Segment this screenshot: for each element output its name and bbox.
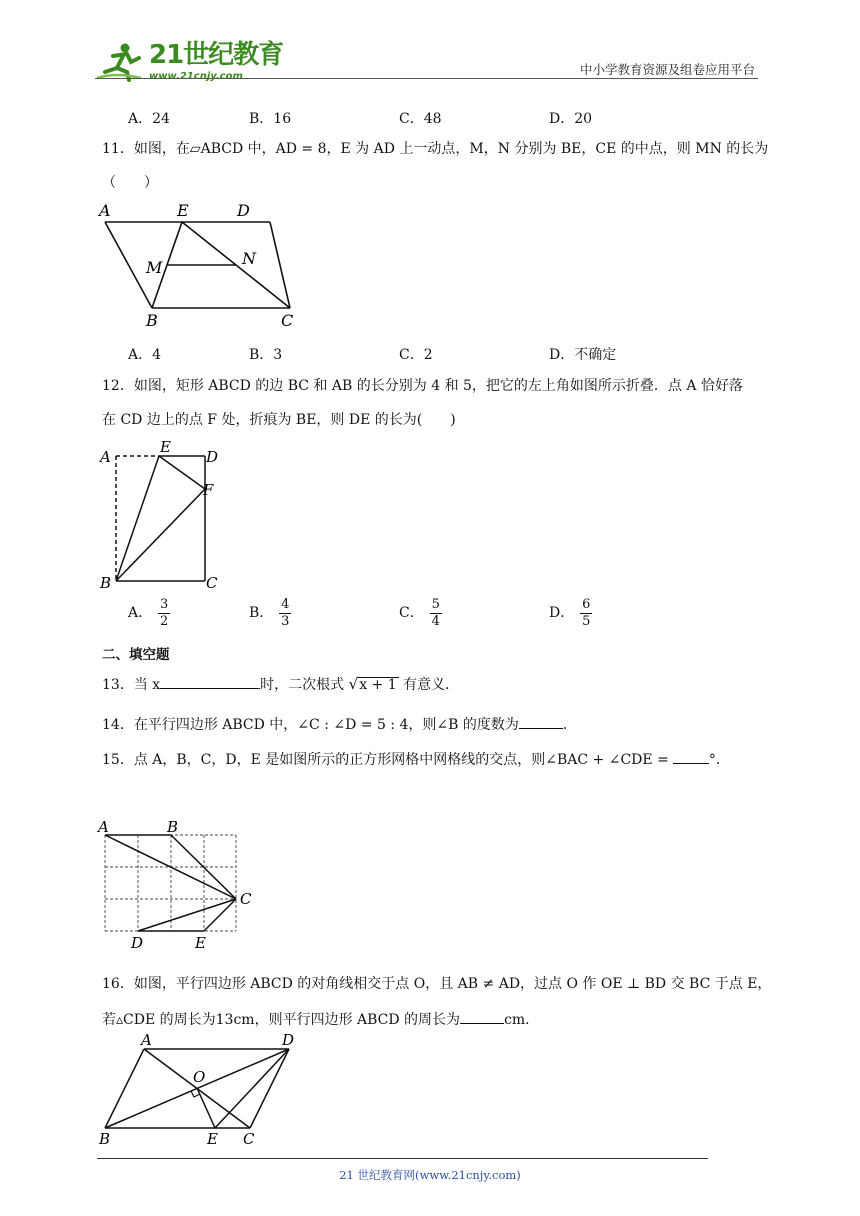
q11-figure [95,198,310,333]
q12-question-line1: 12．如图，矩形 ABCD 的边 BC 和 AB 的长分别为 4 和 5，把它的左上角如图所示折叠．点 A 恰好落 [102,378,743,394]
runner-logo-icon [95,42,145,82]
q14-question: 14．在平行四边形 ABCD 中，∠C : ∠D = 5 : 4，则∠B 的度数为 ． [102,717,577,733]
q12-b-numerator: 4 [281,597,290,612]
q11-label-n: N [242,249,256,268]
q11-label-m: M [146,258,163,277]
q12-label-e: E [160,440,171,456]
q12-d-numerator: 6 [582,597,591,612]
q11-label-a: A [99,201,111,220]
q16-label-d: D [282,1031,295,1049]
q16-label-o: O [193,1068,206,1086]
q16-label-e: E [207,1130,218,1148]
q13-answer-blank[interactable] [160,676,260,689]
q12-c-denominator: 4 [431,613,440,629]
logo-text: 21世纪教育 [149,40,284,70]
q15-label-b: B [167,818,179,836]
q12-option-d: D． $\frac{6}{5}$ [549,597,591,629]
q11-option-c: C．2 [399,347,433,363]
q13-radicand: x + 1 [359,677,397,693]
q12-d-denominator: 5 [582,613,591,629]
q11-bracket: （ ） [102,175,158,191]
footer-divider [97,1158,708,1159]
q14-answer-blank[interactable] [519,716,563,729]
q11-option-d: D．不确定 [549,347,617,363]
q12-question-line2: 在 CD 边上的点 F 处，折痕为 BE，则 DE 的长为( ) [102,412,456,428]
q15-label-a: A [98,818,109,836]
q10-option-b: B．16 [249,111,292,127]
q11-label-d: D [237,201,250,220]
q11-question: 11．如图，在▱ABCD 中，AD = 8，E 为 AD 上一动点，M，N 分别为 BE，CE 的中点，则 MN 的长为 [102,141,769,157]
q12-label-b: B [100,574,112,592]
q12-a-denominator: 2 [159,613,169,629]
q12-figure [95,440,230,595]
q13-question: 13．当 x 时，二次根式 √x + 1 有意义． [102,675,460,693]
q12-option-a: A． $\frac{3}{2}$ [128,597,169,629]
q11-label-b: B [146,311,158,330]
q11-option-b: B．3 [249,347,283,363]
q16-answer-blank[interactable] [460,1011,504,1024]
section-title-fill-blank: 二、填空题 [102,647,170,663]
q10-option-d: D．20 [549,111,593,127]
platform-name: 中小学教育资源及组卷应用平台 [579,62,755,77]
q12-option-c: C． $\frac{5}{4}$ [399,597,440,629]
q15-question: 15．点 A，B，C，D，E 是如图所示的正方形网格中网格线的交点，则∠BAC + ∠CDE = °． [102,752,730,768]
q11-option-a: A．4 [128,347,162,363]
site-logo [95,34,283,82]
q16-question-line1: 16．如图，平行四边形 ABCD 的对角线相交于点 O，且 AB ≠ AD，过点 O 作 OE ⊥ BD 交 BC 于点 E， [102,976,772,992]
q12-label-a: A [100,448,111,466]
q15-answer-blank[interactable] [673,751,709,764]
q15-label-c: C [240,890,252,908]
q15-grid-figure [95,815,265,955]
q12-a-numerator: 3 [159,597,169,612]
q11-label-e: E [177,201,189,220]
q10-option-c: C．48 [399,111,442,127]
q16-label-b: B [99,1130,111,1148]
q15-label-d: D [131,934,144,952]
q12-b-denominator: 3 [281,613,290,629]
header-divider [95,78,758,79]
q15-label-e: E [195,934,206,952]
q16-question-line2: 若▵CDE 的周长为13cm，则平行四边形 ABCD 的周长为 cm． [102,1012,540,1028]
logo-url: www.21cnjy.com [149,71,243,82]
footer-text[interactable]: 21 世纪教育网(www.21cnjy.com) [339,1168,521,1182]
q12-label-f: F [203,481,214,499]
q16-label-c: C [243,1130,255,1148]
q12-label-c: C [206,574,218,592]
q11-label-c: C [281,311,294,330]
q12-c-numerator: 5 [431,597,440,612]
q16-label-a: A [141,1031,152,1049]
q10-option-a: A．24 [128,111,170,127]
q12-option-b: B． $\frac{4}{3}$ [249,597,290,629]
q12-label-d: D [206,448,219,466]
q16-figure [95,1030,310,1150]
